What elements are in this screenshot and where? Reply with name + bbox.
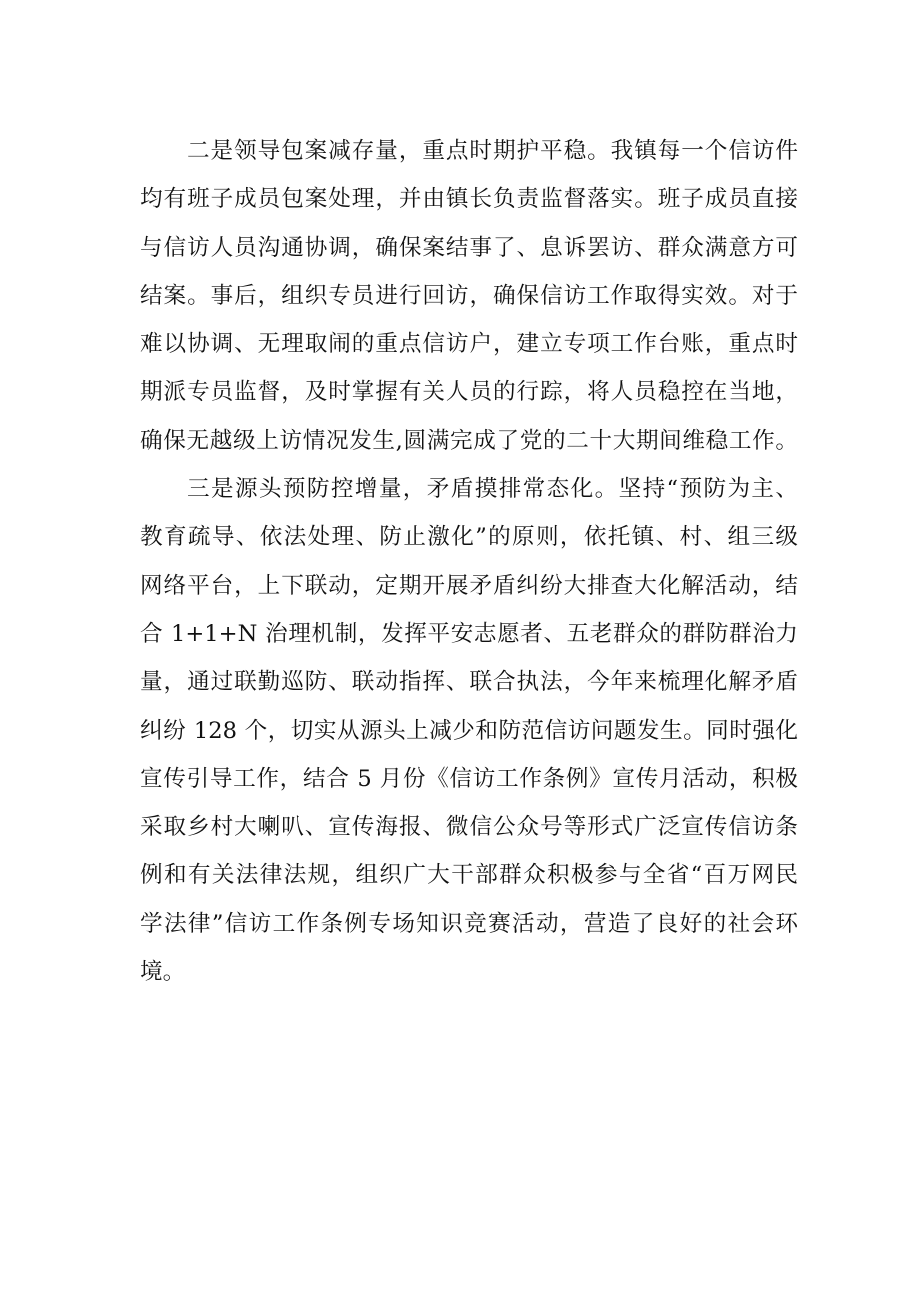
paragraph-line: 网络平台，上下联动，定期开展矛盾纠纷大排查大化解活动，结 (140, 572, 798, 599)
paragraph-line: 宣传引导工作，结合 5 月份《信访工作条例》宣传月活动，积极 (140, 765, 798, 792)
paragraph-leadership-case-handling (140, 127, 798, 465)
paragraph-line: 采取乡村大喇叭、宣传海报、微信公众号等形式广泛宣传信访条 (140, 814, 798, 841)
paragraph-line: 合 1+1+N 治理机制，发挥平安志愿者、五老群众的群防群治力 (140, 620, 798, 647)
paragraph-line: 教育疏导、依法处理、防止激化”的原则，依托镇、村、组三级 (140, 524, 798, 551)
paragraph-line: 例和有关法律法规，组织广大干部群众积极参与全省“百万网民 (140, 862, 798, 889)
paragraph-line: 均有班子成员包案处理，并由镇长负责监督落实。班子成员直接 (140, 186, 798, 213)
paragraph-line: 二是领导包案减存量，重点时期护平稳。我镇每一个信访件 (187, 138, 798, 164)
paragraph-line: 与信访人员沟通协调，确保案结事了、息诉罢访、群众满意方可 (140, 234, 798, 261)
paragraph-line: 纠纷 128 个，切实从源头上减少和防范信访问题发生。同时强化 (140, 717, 798, 744)
paragraph-line: 境。 (140, 959, 186, 986)
paragraph-line: 结案。事后，组织专员进行回访，确保信访工作取得实效。对于 (140, 282, 798, 309)
paragraph-source-prevention (140, 465, 798, 996)
paragraph-line: 学法律”信访工作条例专场知识竞赛活动，营造了良好的社会环 (140, 910, 798, 937)
document-body (140, 127, 798, 996)
paragraph-line: 三是源头预防控增量，矛盾摸排常态化。坚持“预防为主、 (187, 476, 798, 503)
paragraph-line: 期派专员监督，及时掌握有关人员的行踪，将人员稳控在当地， (140, 379, 798, 406)
paragraph-line: 确保无越级上访情况发生,圆满完成了党的二十大期间维稳工作。 (140, 427, 798, 454)
paragraph-line: 量，通过联勤巡防、联动指挥、联合执法，今年来梳理化解矛盾 (140, 669, 798, 696)
paragraph-line: 难以协调、无理取闹的重点信访户，建立专项工作台账，重点时 (140, 331, 798, 358)
